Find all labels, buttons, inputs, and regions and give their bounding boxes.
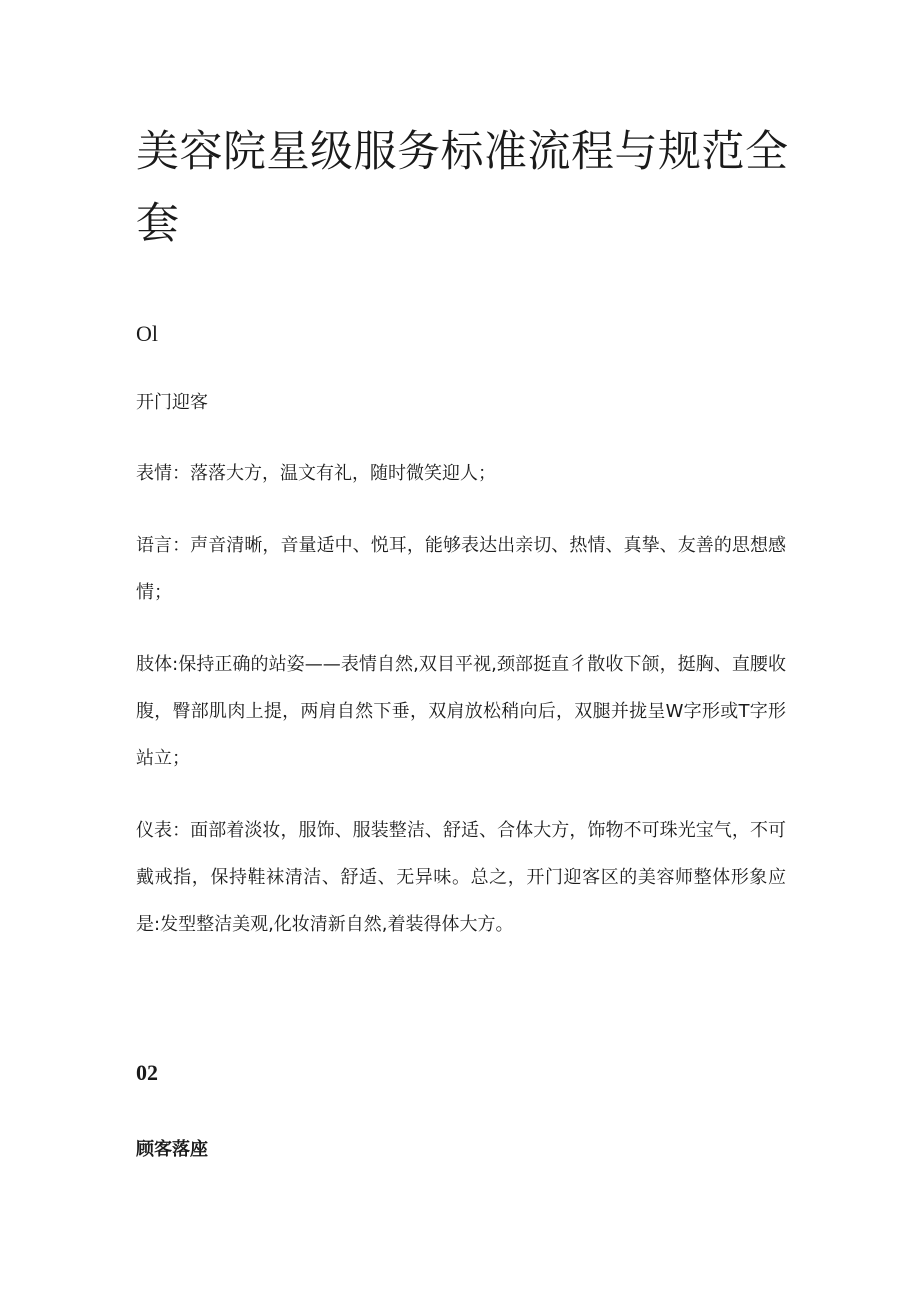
paragraph-posture: 肢体:保持正确的站姿——表情自然,双目平视,颈部挺直彳散收下颌，挺胸、直腰收腹，臀部肌肉上提，两肩自然下垂，双肩放松稍向后，双腿并拢呈W字形或T字形站立；: [136, 654, 786, 769]
section-2-heading: 顾客落座: [136, 1139, 208, 1160]
document-title: 美容院星级服务标准流程与规范全套: [136, 127, 789, 249]
section-1-heading: 开门迎客: [136, 392, 208, 413]
section-1-number: Ol: [136, 321, 158, 346]
paragraph-appearance: 仪表：面部着淡妆，服饰、服装整洁、舒适、合体大方，饰物不可珠光宝气，不可戴戒指，保持鞋袜清洁、舒适、无异味。总之，开门迎客区的美容师整体形象应是:发型整洁美观,化妆清新自然,着装得体大方。: [136, 820, 786, 935]
paragraph-language: 语言：声音清晰，音量适中、悦耳，能够表达出亲切、热情、真挚、友善的思想感情；: [136, 535, 786, 603]
paragraph-expression: 表情：落落大方，温文有礼，随时微笑迎人；: [136, 463, 496, 484]
section-2-number: 02: [136, 1060, 158, 1085]
